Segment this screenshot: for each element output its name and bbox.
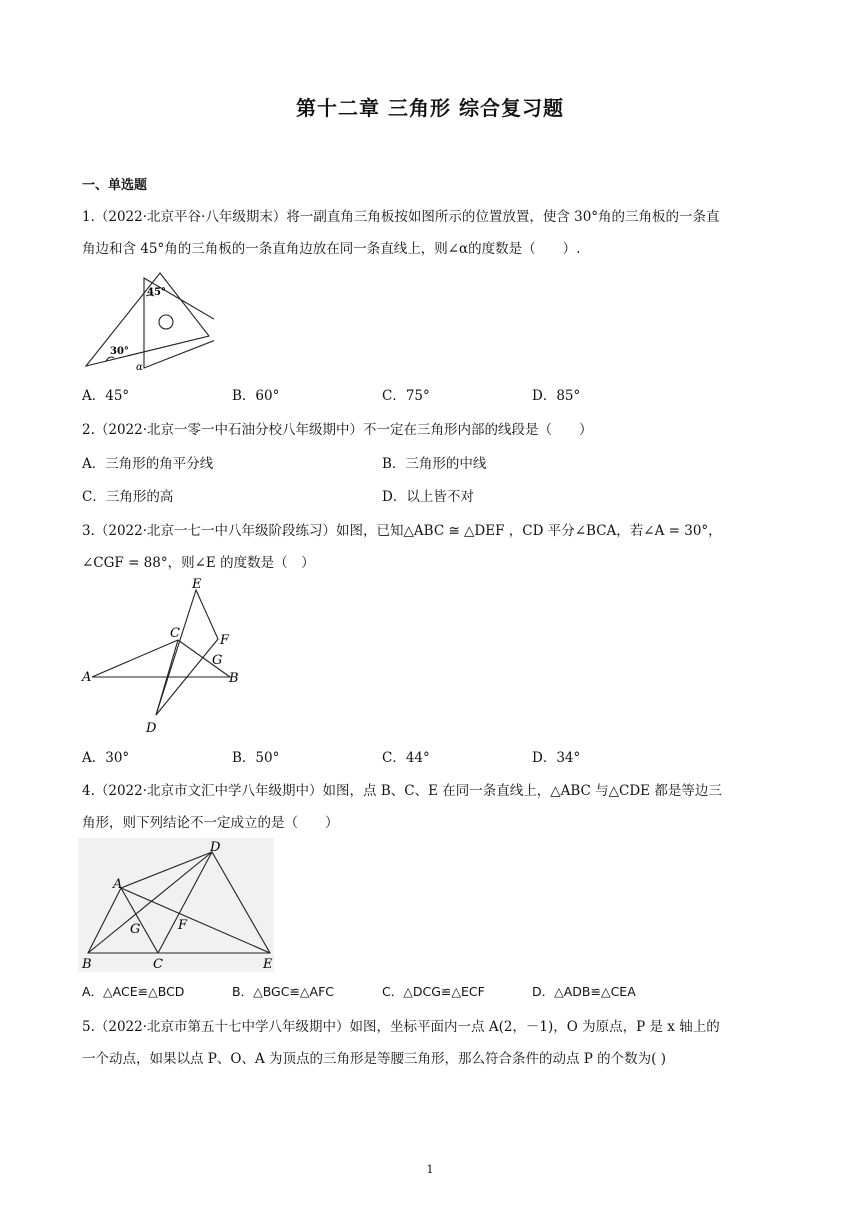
q3-option-a[interactable]: A．30° xyxy=(82,750,130,766)
q4-label-b: B xyxy=(82,957,92,972)
q3-label-e: E xyxy=(192,577,202,592)
page-title: 第十二章 三角形 综合复习题 xyxy=(296,96,564,120)
q3-label-c: C xyxy=(170,626,180,641)
q4-option-d[interactable]: D．△ADB≌△CEA xyxy=(532,984,636,999)
q1-label-alpha: α xyxy=(136,362,143,372)
q4-option-b[interactable]: B．△BGC≌△AFC xyxy=(232,984,335,999)
q5-text-line1: 5.（2022·北京市第五十七中学八年级期中）如图，坐标平面内一点 A(2，－1)，O 为原点，P 是 x 轴上的 xyxy=(82,1019,720,1035)
q3-label-f: F xyxy=(220,633,230,648)
q3-label-b: B xyxy=(229,671,239,686)
q5-text-line2: 一个动点，如果以点 P、O、A 为顶点的三角形是等腰三角形，那么符合条件的动点 P 的个数为( ) xyxy=(82,1051,666,1067)
q3-option-d[interactable]: D．34° xyxy=(532,750,581,766)
q3-option-c[interactable]: C．44° xyxy=(382,750,430,766)
q3-label-a: A xyxy=(82,670,92,685)
q2-option-d[interactable]: D．以上皆不对 xyxy=(382,489,474,505)
q3-triangle-def xyxy=(156,590,218,715)
q3-text-line1: 3.（2022·北京一七一中八年级阶段练习）如图，已知△ABC ≅ △DEF ，CD 平分∠BCA，若∠A = 30°， xyxy=(82,523,722,539)
page-number: 1 xyxy=(426,1163,434,1176)
q4-option-c[interactable]: C．△DCG≌△ECF xyxy=(382,984,485,999)
q1-hole-circle xyxy=(159,315,173,329)
q2-text-line1: 2.（2022·北京一零一中石油分校八年级期中）不一定在三角形内部的线段是（ ） xyxy=(82,422,593,438)
q2-option-b[interactable]: B．三角形的中线 xyxy=(382,456,487,472)
q4-label-g: G xyxy=(130,922,141,937)
q3-figure xyxy=(80,575,250,737)
q3-option-b[interactable]: B．50° xyxy=(232,750,280,766)
q4-label-a: A xyxy=(113,877,123,892)
q2-option-a[interactable]: A．三角形的角平分线 xyxy=(82,456,214,472)
q4-text-line1: 4.（2022·北京市文汇中学八年级期中）如图，点 B、C、E 在同一条直线上，△ABC 与△CDE 都是等边三 xyxy=(82,783,722,799)
q1-option-d[interactable]: D．85° xyxy=(532,388,581,404)
q4-label-f: F xyxy=(178,918,188,933)
q1-text-line1: 1.（2022·北京平谷·八年级期末）将一副直角三角板按如图所示的位置放置，使含 30°角的三角板的一条直 xyxy=(82,209,720,225)
q4-label-e: E xyxy=(263,957,273,972)
q3-triangle-abc xyxy=(92,640,230,677)
q1-text-line2: 角边和含 45°角的三角板的一条直角边放在同一条直线上，则∠α的度数是（ ）. xyxy=(82,241,581,257)
q4-label-d: D xyxy=(210,840,221,855)
q1-option-b[interactable]: B．60° xyxy=(232,388,280,404)
q1-label-30: 30° xyxy=(110,346,129,357)
q1-label-45: 45° xyxy=(147,287,166,298)
q1-option-c[interactable]: C．75° xyxy=(382,388,430,404)
q3-label-g: G xyxy=(212,653,223,668)
q4-label-c: C xyxy=(153,957,163,972)
q4-figure xyxy=(78,838,274,972)
q1-figure xyxy=(84,270,214,372)
q3-label-d: D xyxy=(146,721,157,736)
q1-option-a[interactable]: A．45° xyxy=(82,388,130,404)
section-heading: 一、单选题 xyxy=(82,178,148,193)
q3-text-line2: ∠CGF = 88°，则∠E 的度数是（ ） xyxy=(82,555,315,571)
q2-option-c[interactable]: C．三角形的高 xyxy=(82,489,174,505)
q4-figure-background xyxy=(78,838,274,972)
q4-text-line2: 角形，则下列结论不一定成立的是（ ） xyxy=(82,815,339,831)
q4-option-a[interactable]: A．△ACE≌△BCD xyxy=(82,984,185,999)
